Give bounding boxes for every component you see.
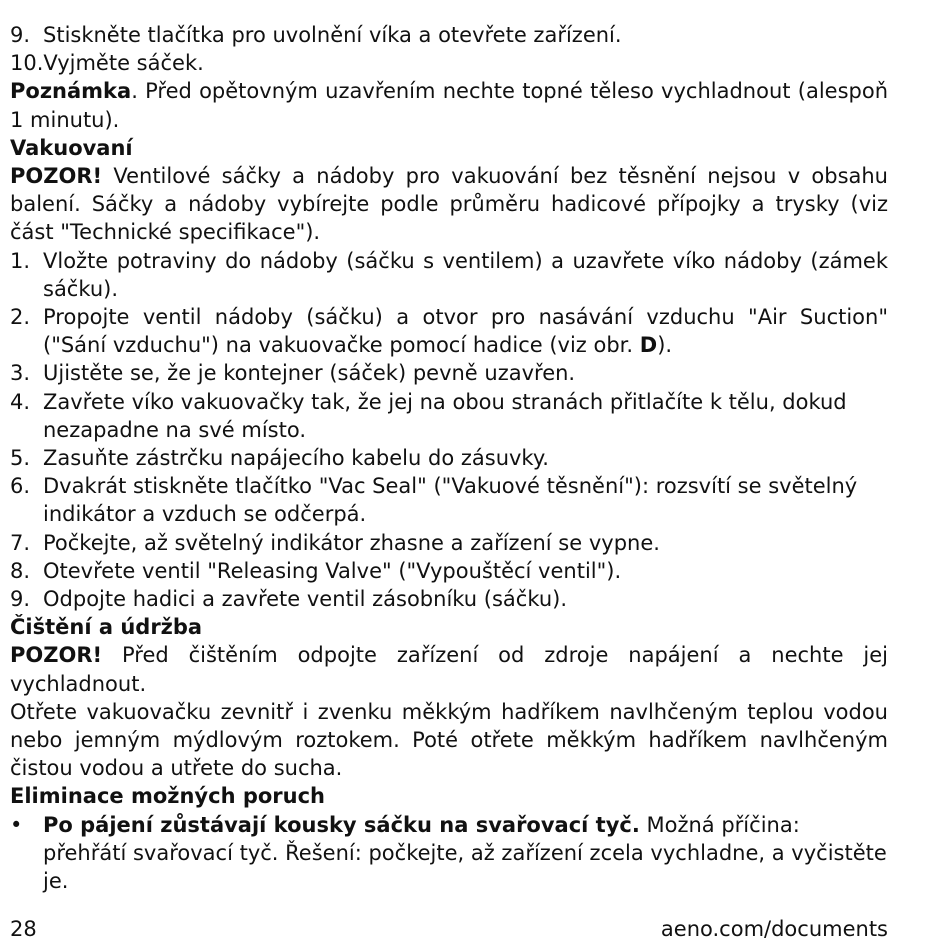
warning-text: Ventilové sáčky a nádoby pro vakuování bez těsnění nejsou v obsahu balení. Sáčky a nádoby vybírejte podle průměru hadicové přípojky a trysky (viz část "Technické specifikace").: [10, 164, 888, 245]
list-item: [10, 472, 888, 528]
step-text: Počkejte, až světelný indikátor zhasne a zařízení se vypne.: [43, 530, 660, 555]
step-number: 6.: [10, 474, 31, 499]
step-text: Vyjměte sáček.: [43, 51, 204, 76]
step-text: Otevřete ventil "Releasing Valve" ("Vypouštěcí ventil").: [43, 558, 622, 583]
warning-label: POZOR!: [10, 164, 103, 189]
step-number: 9.: [10, 23, 31, 47]
step-text: Dvakrát stiskněte tlačítko "Vac Seal" ("Vakuové těsnění"): rozsvítí se světelný indikátor a vzduch se odčerpá.: [43, 474, 858, 527]
list-item: [10, 21, 888, 49]
troubleshooting-text: [43, 811, 888, 896]
step-number: 2.: [10, 305, 31, 330]
note-paragraph: [10, 77, 888, 133]
step-text: Vložte potraviny do nádoby (sáčku s ventilem) a uzavřete víko nádoby (zámek sáčku).: [43, 248, 888, 301]
list-item: [10, 359, 888, 387]
bullet-icon: •: [10, 812, 23, 837]
section-heading-vacuum: Vakuovaní: [10, 135, 133, 160]
note-label: Poznámka: [10, 79, 132, 104]
section-heading-cleaning: Čištění a údržba: [10, 615, 203, 640]
step-number: 10.: [10, 51, 44, 76]
step-text: Ujistěte se, že je kontejner (sáček) pevně uzavřen.: [43, 361, 576, 386]
list-item: [10, 388, 888, 444]
warning-label: POZOR!: [10, 643, 103, 668]
cleaning-paragraph: Otřete vakuovačku zevnitř i zvenku měkkým hadříkem navlhčeným teplou vodou nebo jemným mýdlovým roztokem. Poté otřete měkkým hadříkem navlhčeným čistou vodou a utřete do sucha.: [10, 699, 888, 781]
problem-description: Možná příčina: přehřátí svařovací tyč. Řešení: počkejte, až zařízení zcela vychladne, a vyčistěte je.: [43, 812, 887, 894]
problem-title: Po pájení zůstávají kousky sáčku na svařovací tyč.: [43, 812, 640, 837]
figure-ref: D: [639, 333, 658, 358]
cleaning-warning: [10, 641, 888, 697]
note-text: . Před opětovným uzavřením nechte topné těleso vychladnout (alespoň 1 minutu).: [10, 79, 888, 132]
step-text: Zasuňte zástrčku napájecího kabelu do zásuvky.: [43, 446, 549, 471]
list-item: [10, 557, 888, 585]
list-item: [10, 247, 888, 303]
step-number: 4.: [10, 389, 31, 414]
document-body: [10, 21, 888, 895]
footer-url: aeno.com/documents: [660, 917, 888, 941]
step-number: 7.: [10, 530, 31, 555]
step-text: Zavřete víko vakuovačky tak, že jej na obou stranách přitlačíte k tělu, dokud nezapadne na své místo.: [43, 389, 847, 442]
warning-text: Před čištěním odpojte zařízení od zdroje napájení a nechte jej vychladnout.: [10, 643, 888, 696]
step-text: [43, 303, 888, 359]
step-number: 1.: [10, 248, 31, 273]
step-number: 3.: [10, 361, 31, 386]
list-item: [10, 585, 888, 613]
list-item: [10, 529, 888, 557]
list-item: [10, 811, 888, 896]
step-number: 5.: [10, 446, 31, 471]
step-text: Odpojte hadici a zavřete ventil zásobníku (sáčku).: [43, 587, 568, 612]
page-number: 28: [10, 917, 37, 941]
vacuum-warning: [10, 162, 888, 247]
step-text-before: Propojte ventil nádoby (sáčku) a otvor pro nasávání vzduchu "Air Suction" ("Sání vzduchu") na vakuovačke pomocí hadice (viz obr.: [43, 305, 888, 358]
list-item: [10, 49, 888, 77]
step-number: 9.: [10, 587, 31, 612]
section-heading-troubleshooting: Eliminace možných poruch: [10, 784, 325, 809]
step-text-after: ).: [657, 333, 673, 358]
step-text: Stiskněte tlačítka pro uvolnění víka a otevřete zařízení.: [43, 23, 622, 47]
step-number: 8.: [10, 558, 31, 583]
list-item: [10, 303, 888, 359]
list-item: [10, 444, 888, 472]
